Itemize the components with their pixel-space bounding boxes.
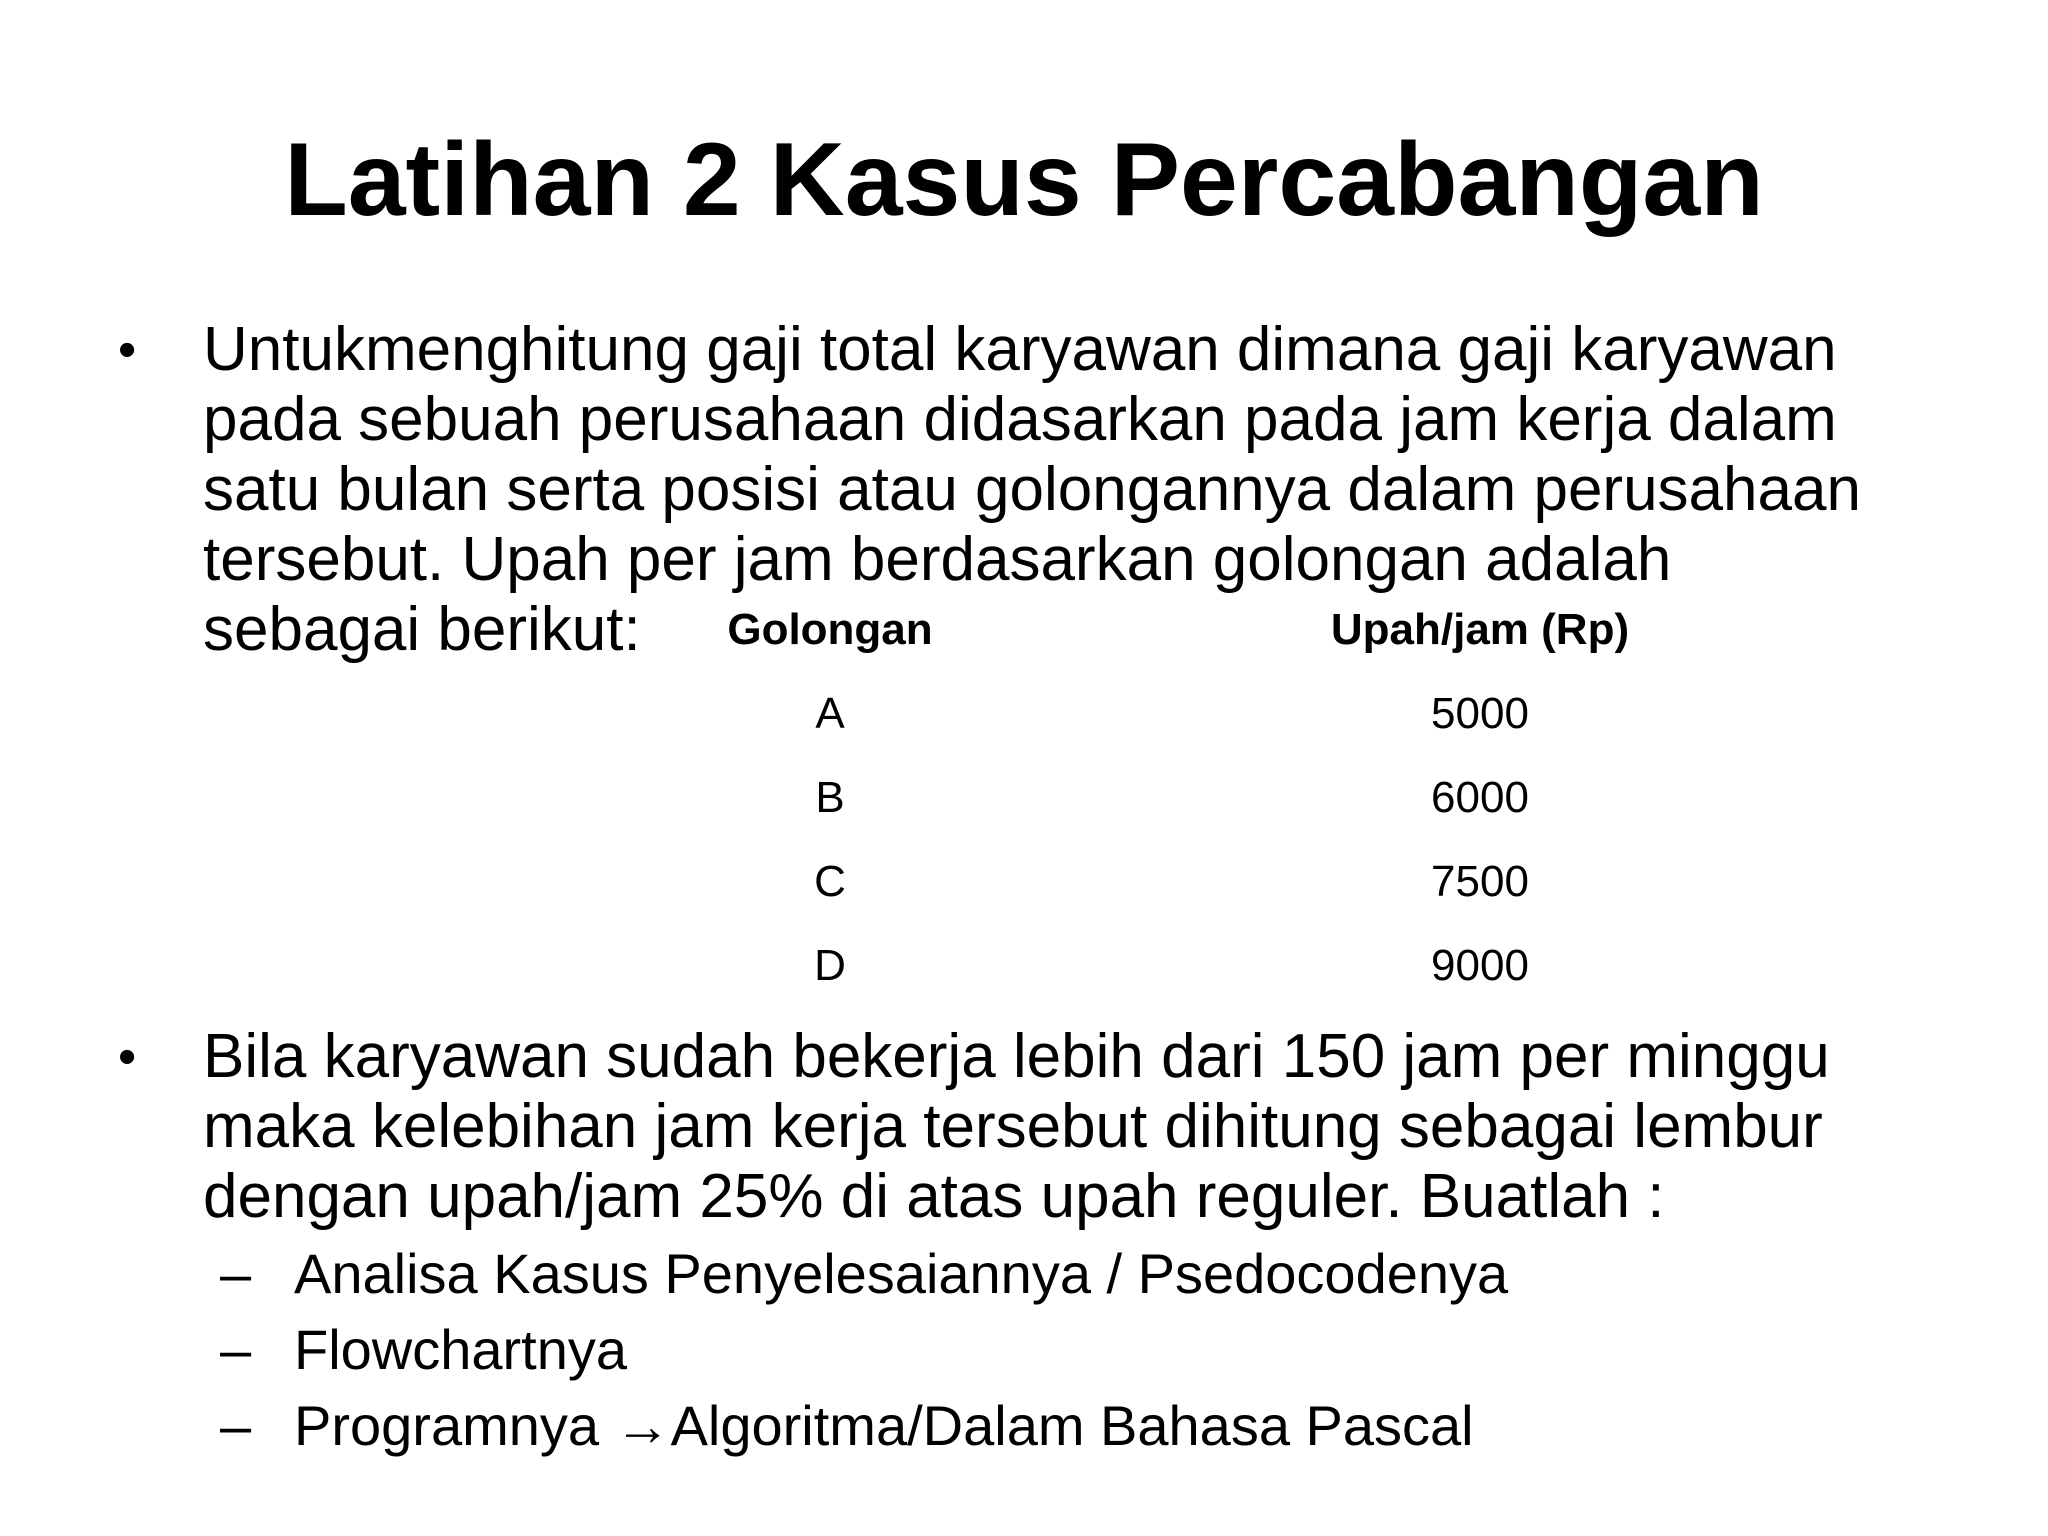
bullet-marker: • — [118, 1028, 137, 1086]
bullet-text — [203, 1022, 2048, 1232]
sub-item-text: Flowchartnya — [294, 1318, 628, 1381]
bullet-line: Bila karyawan sudah bekerja lebih dari 150 jam per minggu — [203, 1022, 1830, 1091]
cell-upah: 5000 — [1431, 689, 1529, 738]
wage-table — [660, 600, 1780, 1020]
sub-item-text: Analisa Kasus Penyelesaiannya / Psedocodenya — [294, 1242, 1509, 1305]
dash-marker: – — [220, 1318, 252, 1381]
bullet-line: sebagai berikut: — [203, 595, 641, 664]
cell-upah: 6000 — [1431, 773, 1529, 822]
bullet-line: dengan upah/jam 25% di atas upah reguler. Buatlah : — [203, 1162, 1665, 1231]
table-row — [660, 936, 1780, 1020]
cell-golongan: A — [815, 689, 845, 738]
bullet-line: Untukmenghitung gaji total karyawan dimana gaji karyawan — [203, 315, 1837, 384]
bullet-line: maka kelebihan jam kerja tersebut dihitung sebagai lembur — [203, 1092, 1823, 1161]
cell-golongan: C — [814, 857, 846, 906]
header-golongan: Golongan — [727, 605, 933, 654]
sub-item-text: Programnya →Algoritma/Dalam Bahasa Pascal — [294, 1394, 1474, 1457]
cell-golongan: D — [814, 941, 846, 990]
cell-upah: 9000 — [1431, 941, 1529, 990]
cell-golongan: B — [815, 773, 845, 822]
table-row — [660, 684, 1780, 768]
bullet-line: tersebut. Upah per jam berdasarkan golongan adalah — [203, 525, 1672, 594]
header-upah-per-jam: Upah/jam (Rp) — [1330, 605, 1630, 654]
cell-upah: 7500 — [1431, 857, 1529, 906]
bullet-marker: • — [118, 321, 137, 379]
table-row — [660, 852, 1780, 936]
table-header-row — [660, 600, 1780, 684]
bullet-line: pada sebuah perusahaan didasarkan pada jam kerja dalam — [203, 385, 1837, 454]
dash-marker: – — [220, 1394, 252, 1457]
dash-marker: – — [220, 1242, 252, 1305]
bullet-line: satu bulan serta posisi atau golongannya dalam perusahaan — [203, 455, 1861, 524]
slide-title: Latihan 2 Kasus Percabangan — [284, 122, 1764, 238]
table-row — [660, 768, 1780, 852]
